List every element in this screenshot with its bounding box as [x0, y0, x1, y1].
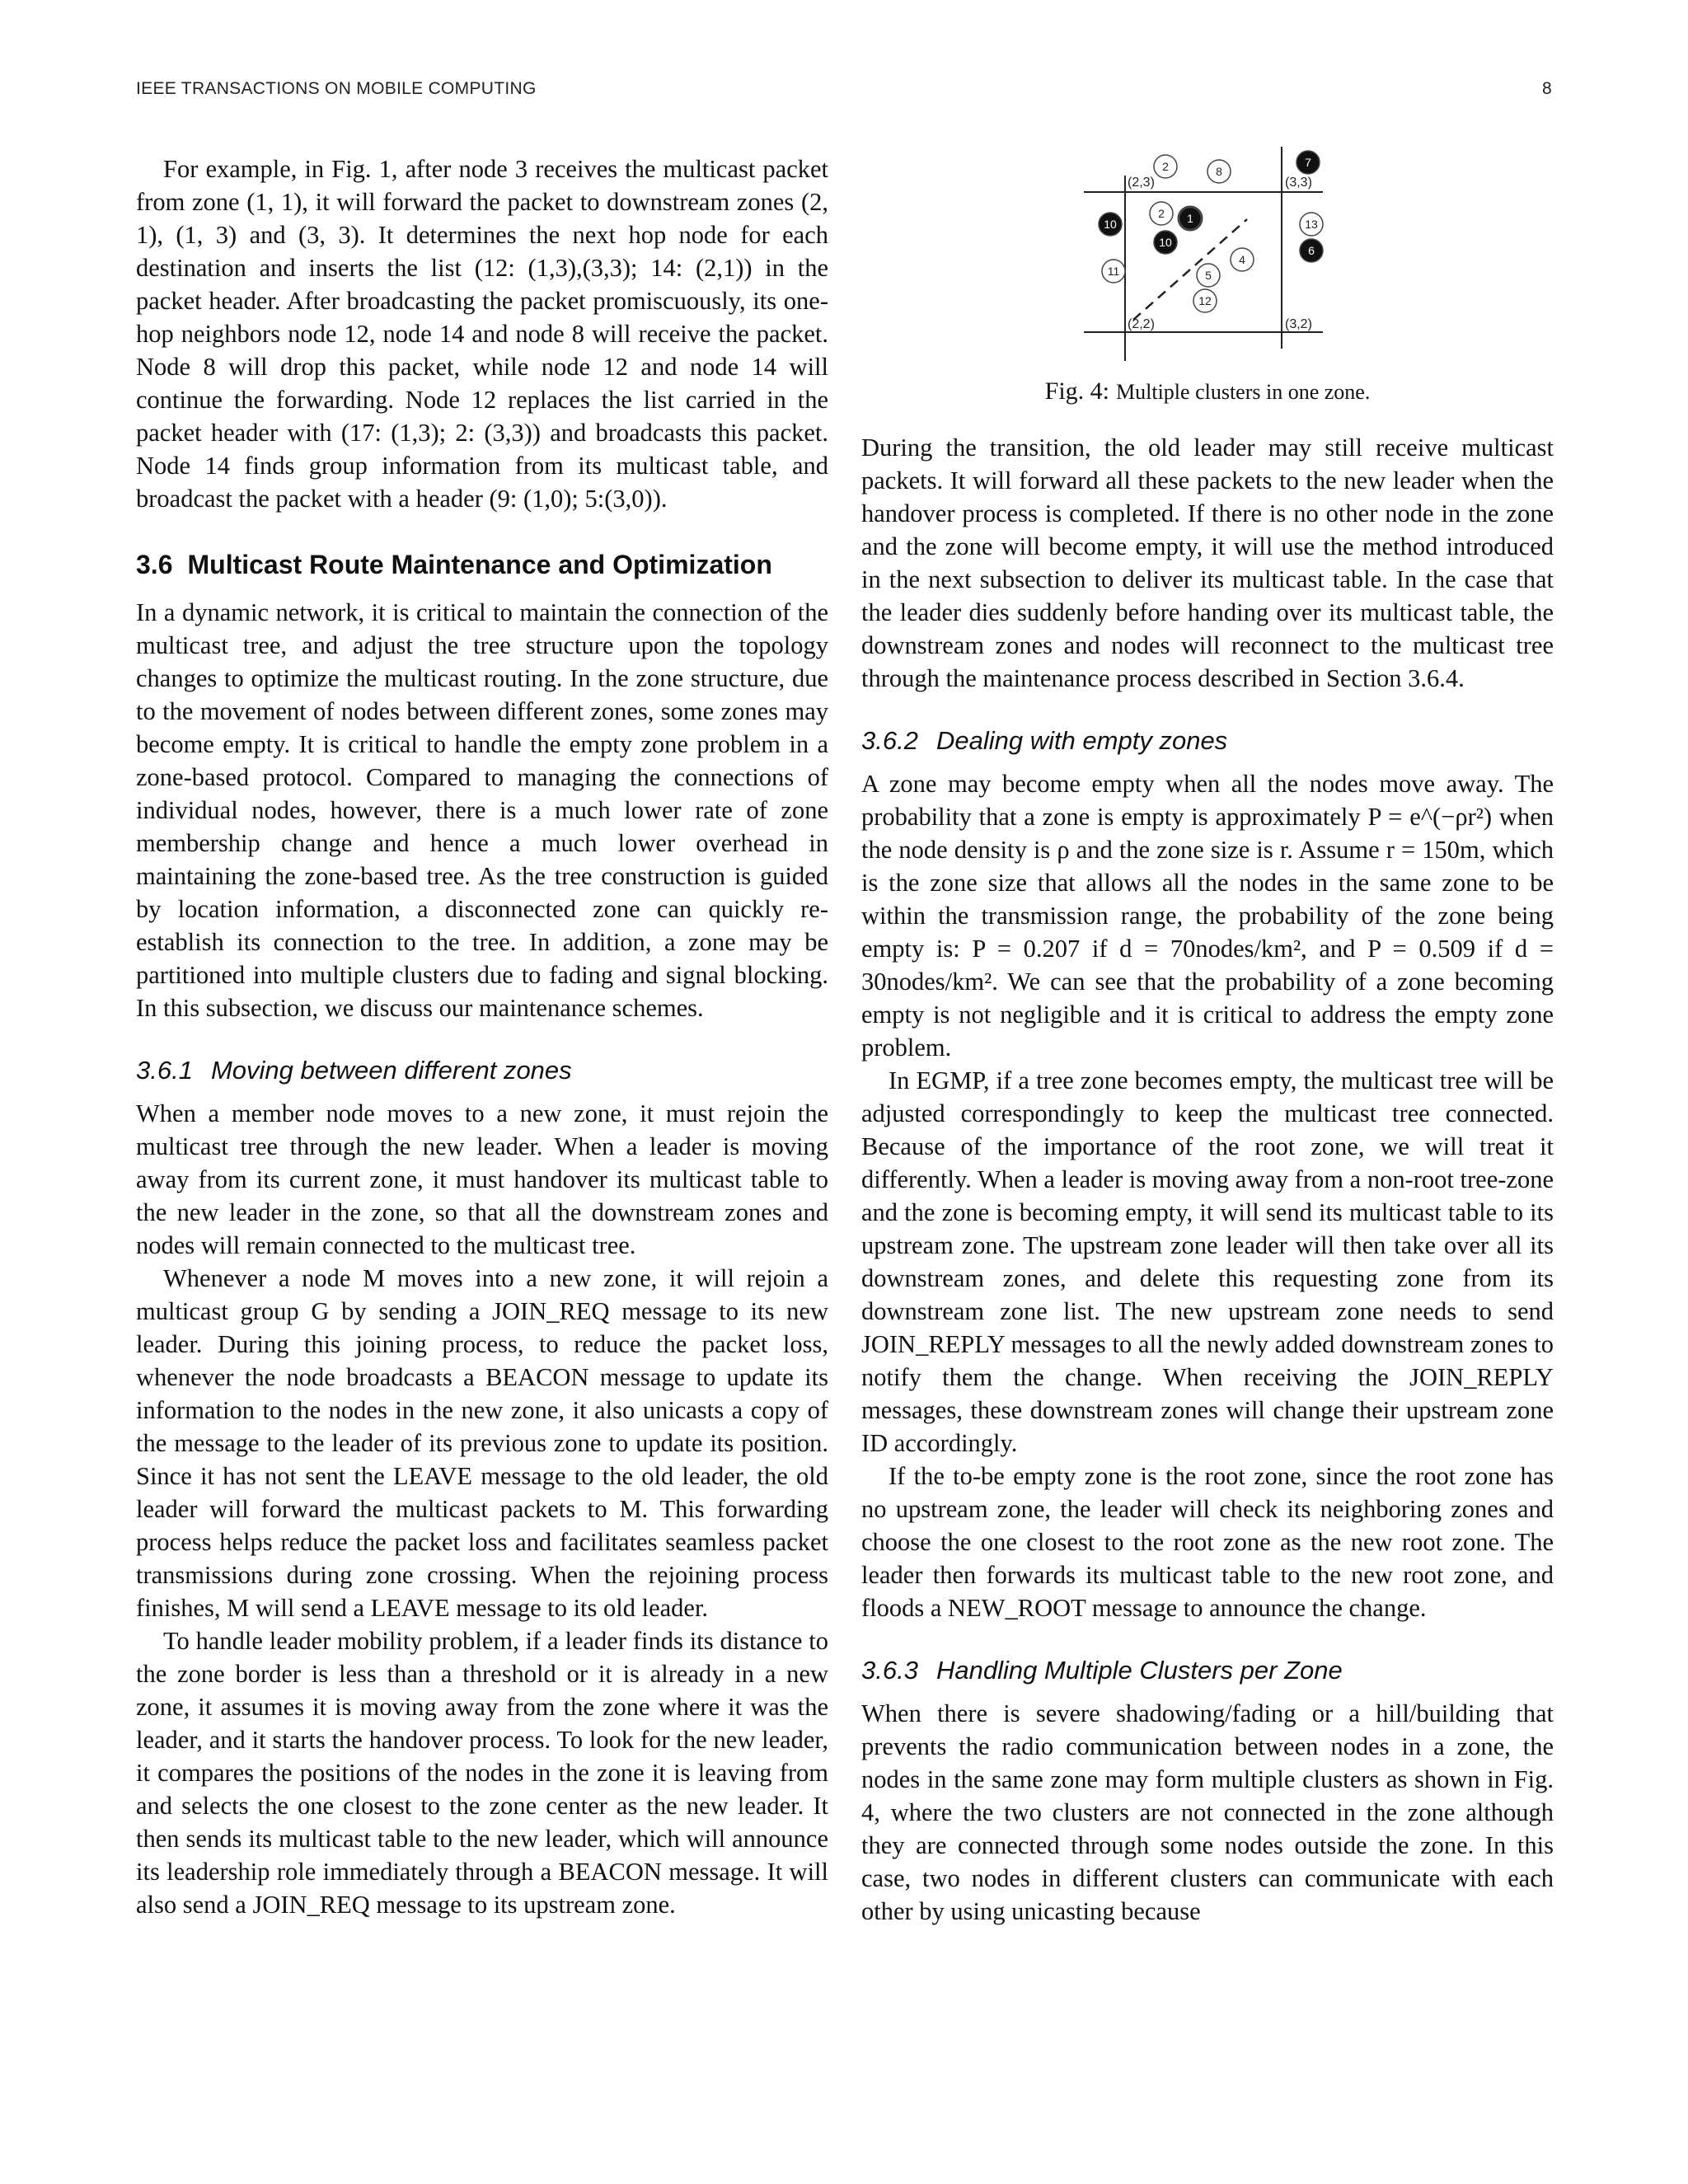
- leader-node: [1099, 213, 1122, 236]
- journal-title: IEEE TRANSACTIONS ON MOBILE COMPUTING: [136, 79, 537, 98]
- node-id-label: 11: [1107, 265, 1120, 278]
- zone-label: (3,3): [1285, 176, 1312, 190]
- leader-node: [1179, 207, 1202, 230]
- figure-label: Fig. 4:: [1044, 377, 1110, 405]
- leader-node: [1154, 231, 1177, 254]
- subsection-heading-3-6-2: [861, 724, 1554, 757]
- subsection-heading-3-6-1: [136, 1054, 828, 1087]
- running-header: [136, 79, 1552, 99]
- leader-node: [1296, 151, 1320, 174]
- paragraph-leader-mobility: To handle leader mobility problem, if a leader finds its distance to the zone border is less than a threshold or it is already in a new zone, it assumes it is moving away from the zone where it was the leader, and it starts the handover process. To look for the new leader, it compares the positions of the nodes in the zone it is leaving from and selects the one closest to the zone center as the new leader. It then sends its multicast table to the new leader, which will announce its leadership role immediately through a BEACON message. It will also send a JOIN_REQ message to its upstream zone.: [136, 1627, 828, 1919]
- node-id-label: 13: [1305, 218, 1318, 231]
- node-id-label: 12: [1198, 294, 1212, 307]
- subsection-title: Moving between different zones: [210, 1056, 572, 1085]
- node-id-label: 6: [1308, 244, 1315, 257]
- paragraph-maintenance-intro: In a dynamic network, it is critical to maintain the connection of the multicast tree, and adjust the tree structure upon the topology changes to optimize the multicast routing. In the zone structure, due to the movement of nodes between different zones, some zones may become empty. It is critical to handle the empty zone problem in a zone-based protocol. Compared to managing the connections of individual nodes, however, there is a much lower rate of zone membership change and hence a much lower overhead in maintaining the zone-based tree. As the tree construction is guided by location information, a disconnected zone can quickly re-establish its connection to the tree. In addition, a zone may be partitioned into multiple clusters due to fading and signal blocking. In this subsection, we discuss our maintenance schemes.: [136, 598, 828, 1022]
- member-node: [1231, 248, 1254, 271]
- paragraph-transition: During the transition, the old leader may still receive multicast packets. It will forward all these packets to the new leader when the handover process is completed. If there is no other node in the zone and the zone will become empty, it will use the method introduced in the next subsection to deliver its multicast table. In the case that the leader dies suddenly before handing over its multicast table, the downstream zones and nodes will reconnect to the multicast tree through the maintenance process described in Section 3.6.4.: [861, 434, 1554, 692]
- node-id-label: 5: [1205, 269, 1212, 282]
- paragraph-example: For example, in Fig. 1, after node 3 receives the multicast packet from zone (1, 1), it will forward the packet to downstream zones (2, 1), (1, 3) and (3, 3). It determines the next hop node for each destination and inserts the list (12: (1,3),(3,3); 14: (2,1)) in the packet header. After broadcasting the packet promiscuously, its one-hop neighbors node 12, node 14 and node 8 will receive the packet. Node 8 will drop this packet, while node 12 and node 14 will continue the forwarding. Node 12 replaces the list carried in the packet header with (17: (1,3); 2: (3,3)) and broadcasts this packet. Node 14 finds group information from its multicast table, and broadcast the packet with a header (9: (1,0); 5:(3,0)).: [136, 155, 828, 513]
- paragraph-node-moves: Whenever a node M moves into a new zone, it will rejoin a multicast group G by sending a JOIN_REQ message to its new leader. During this joining process, to reduce the packet loss, whenever the node broadcasts a BEACON message to update its information to the nodes in the new zone, it also unicasts a copy of the message to the leader of its previous zone to update its position. Since it has not sent the LEAVE message to the old leader, the old leader will forward the multicast packets to M. This forwarding process helps reduce the packet loss and facilitates seamless packet transmissions during zone crossing. When the rejoining process finishes, M will send a LEAVE message to its old leader.: [136, 1264, 828, 1622]
- node-id-label: 1: [1187, 212, 1193, 225]
- left-column: [136, 152, 828, 1921]
- member-node: [1193, 289, 1217, 312]
- paragraph-multiple-clusters: When there is severe shadowing/fading or a hill/building that prevents the radio communication between nodes in a zone, the nodes in the same zone may form multiple clusters as shown in Fig. 4, where the two clusters are not connected in the zone although they are connected through some nodes outside the zone. In this case, two nodes in different clusters can communicate with each other by using unicasting because: [861, 1699, 1554, 1925]
- node-id-label: 4: [1239, 253, 1245, 266]
- subsection-heading-3-6-3: [861, 1654, 1554, 1687]
- node-id-label: 2: [1158, 207, 1165, 220]
- node-id-label: 2: [1162, 160, 1169, 173]
- subsection-number: 3.6.2: [861, 726, 918, 755]
- subsection-title: Dealing with empty zones: [935, 726, 1228, 755]
- leader-node: [1300, 239, 1323, 262]
- zone-label: (2,3): [1128, 176, 1155, 190]
- member-node: [1102, 260, 1125, 283]
- node-id-label: 10: [1159, 236, 1172, 249]
- member-node: [1150, 202, 1173, 225]
- subsection-number: 3.6.3: [861, 1656, 918, 1685]
- figure-4: [861, 147, 1554, 406]
- paragraph-empty-probability: A zone may become empty when all the nodes move away. The probability that a zone is empty is approximately P = e^(−ρr²) when the node density is ρ and the zone size is r. Assume r = 150m, which is the zone size that allows all the nodes in the same zone to be within the transmission range, the probability of the zone being empty is: P = 0.207 if d = 70nodes/km², and P = 0.509 if d = 30nodes/km². We can see that the probability of a zone becoming empty is not negligible and it is critical to address the empty zone problem.: [861, 770, 1554, 1062]
- section-heading-3-6: [136, 548, 828, 581]
- zone-label: (2,2): [1128, 317, 1155, 331]
- node-id-label: 8: [1216, 165, 1222, 178]
- node-id-label: 7: [1305, 156, 1311, 169]
- subsection-title: Handling Multiple Clusters per Zone: [935, 1656, 1343, 1685]
- node-id-label: 10: [1104, 218, 1117, 231]
- member-node: [1197, 264, 1220, 287]
- right-column: [861, 147, 1554, 1928]
- subsection-number: 3.6.1: [136, 1056, 193, 1085]
- caption-text: Multiple clusters in one zone.: [1116, 380, 1371, 404]
- paragraph-egmp-empty: In EGMP, if a tree zone becomes empty, the multicast tree will be adjusted correspondingly to keep the multicast tree connected. Because of the importance of the root zone, we will treat it differently. When a leader is moving away from a non-root tree-zone and the zone is becoming empty, it will send its multicast table to its upstream zone. The upstream zone leader will then take over all its downstream zones, and delete this requesting zone from its downstream zone list. The new upstream zone needs to send JOIN_REPLY messages to all the newly added downstream zones to notify them the change. When receiving the JOIN_REPLY messages, these downstream zones will change their upstream zone ID accordingly.: [861, 1066, 1554, 1457]
- paragraph-rejoin: When a member node moves to a new zone, it must rejoin the multicast tree through the new leader. When a leader is moving away from its current zone, it must handover its multicast table to the new leader in the zone, so that all the downstream zones and nodes will remain connected to the multicast tree.: [136, 1099, 828, 1259]
- member-node: [1207, 160, 1231, 183]
- zone-cluster-diagram: [1084, 147, 1331, 369]
- page-number: 8: [1542, 79, 1552, 98]
- figure-caption: [861, 377, 1554, 406]
- member-node: [1300, 213, 1323, 236]
- zone-label: (3,2): [1285, 317, 1312, 331]
- paragraph-root-zone: If the to-be empty zone is the root zone, since the root zone has no upstream zone, the leader will check its neighboring zones and choose the one closest to the root zone as the new root zone. The leader then forwards its multicast table to the new root zone, and floods a NEW_ROOT message to announce the change.: [861, 1462, 1554, 1622]
- section-title: Multicast Route Maintenance and Optimization: [187, 550, 772, 579]
- member-node: [1154, 155, 1177, 178]
- section-number: 3.6: [136, 550, 173, 579]
